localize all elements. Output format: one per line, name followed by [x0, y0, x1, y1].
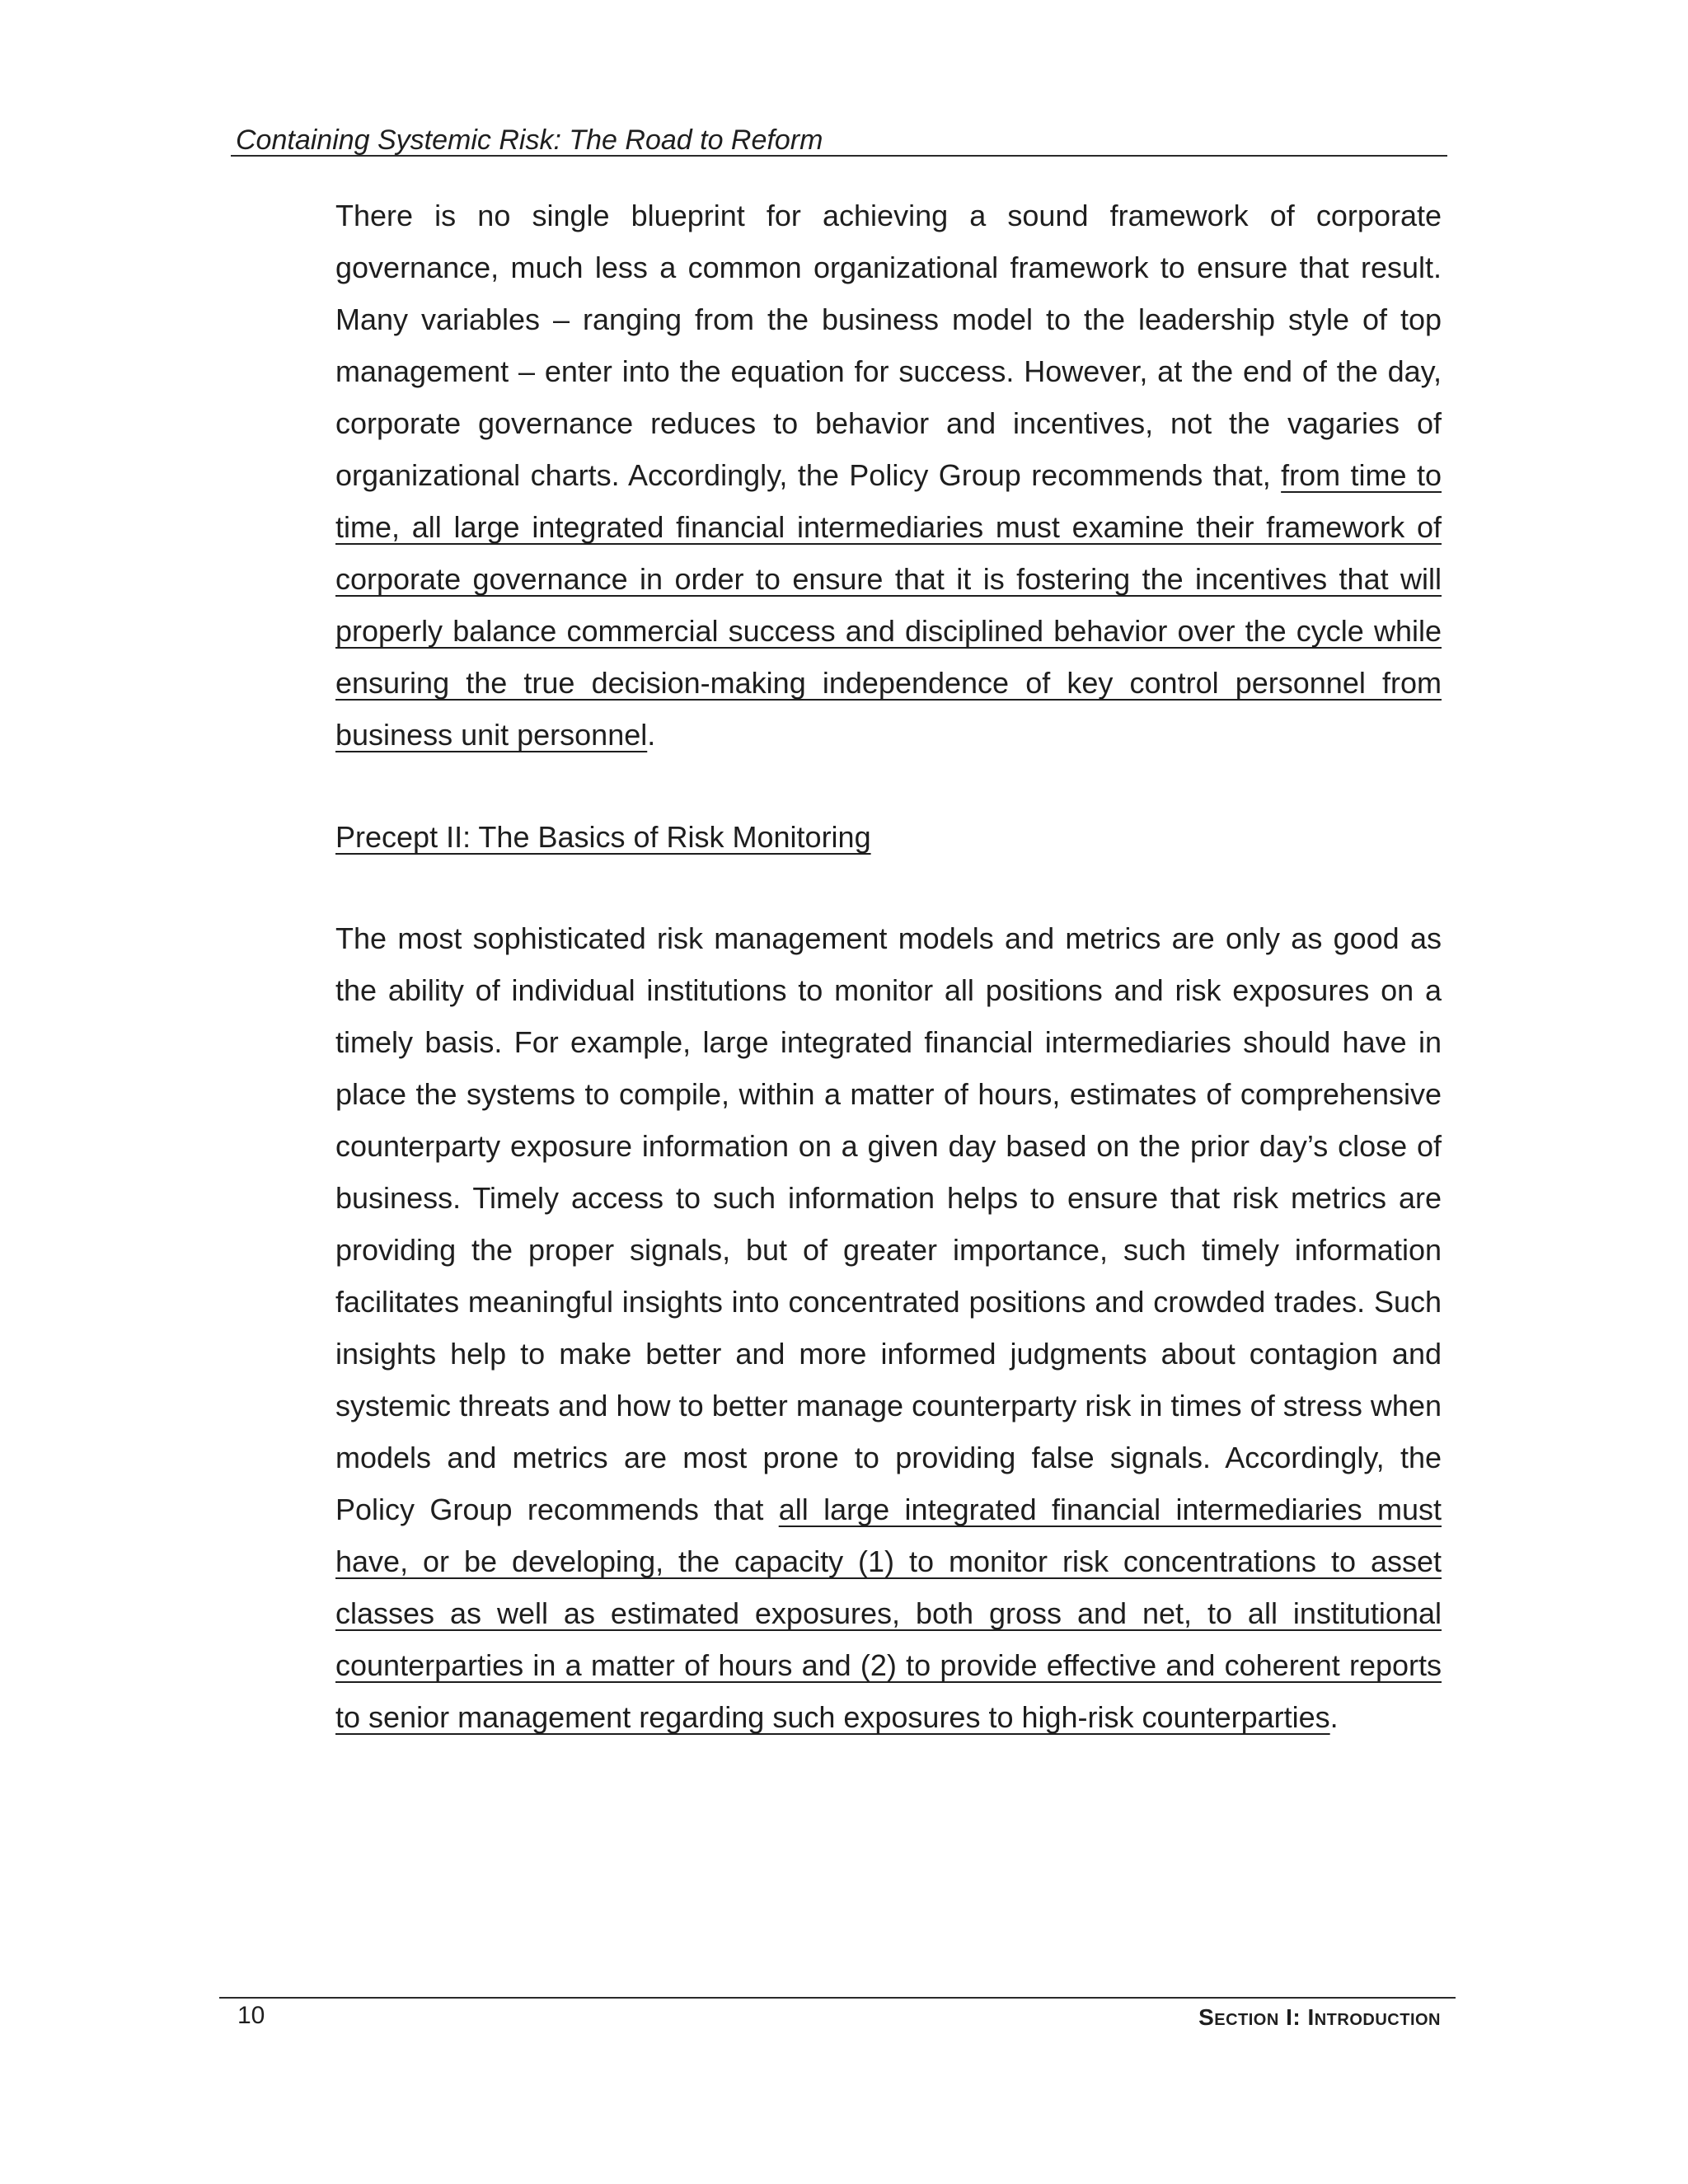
footer-rule	[219, 1997, 1456, 1999]
paragraph-end: .	[647, 718, 656, 752]
paragraph-lead: There is no single blueprint for achieving a sound framework of corporate governance, much less a common organizational framework to ensure that result. Many variables – ranging from the business model to the leadership style of top management – enter into the equation for success. However, at the end of the day, corporate governance reduces to behavior and incentives, not the vagaries of organizational charts. Accordingly, the Policy Group recommends that,	[335, 199, 1442, 492]
header-rule	[231, 155, 1447, 157]
precept-heading-text: Precept II: The Basics of Risk Monitoring	[335, 820, 871, 854]
section-label: Section I: Introduction	[1198, 2004, 1441, 2030]
paragraph-text	[335, 190, 1442, 761]
precept-heading	[335, 811, 1442, 863]
recommendation-underlined: all large integrated financial intermediaries must have, or be developing, the capacity (1) to monitor risk concentrations to asset classes as well as estimated exposures, both gross and net, to all institutional counterparties in a matter of hours and (2) to provide effective and coherent reports to senior management regarding such exposures to high-risk counterparties	[335, 1493, 1442, 1734]
recommendation-underlined: from time to time, all large integrated financial intermediaries must examine their framework of corporate governance in order to ensure that it is fostering the incentives that will properly balance commercial success and disciplined behavior over the cycle while ensuring the true decision-making independence of key control personnel from business unit personnel	[335, 458, 1442, 752]
paragraph-risk-monitoring	[335, 912, 1442, 1743]
paragraph-governance	[335, 190, 1442, 761]
paragraph-lead: The most sophisticated risk management models and metrics are only as good as the ability of individual institutions to monitor all positions and risk exposures on a timely basis. For example, large integrated financial intermediaries should have in place the systems to compile, within a matter of hours, estimates of comprehensive counterparty exposure information on a given day based on the prior day’s close of business. Timely access to such information helps to ensure that risk metrics are providing the proper signals, but of greater importance, such timely information facilitates meaningful insights into concentrated positions and crowded trades. Such insights help to make better and more informed judgments about contagion and systemic threats and how to better manage counterparty risk in times of stress when models and metrics are most prone to providing false signals. Accordingly, the Policy Group recommends that	[335, 921, 1442, 1526]
running-header: Containing Systemic Risk: The Road to Reform	[236, 124, 823, 156]
paragraph-end: .	[1329, 1700, 1339, 1734]
paragraph-text	[335, 912, 1442, 1743]
page-number: 10	[237, 2002, 265, 2029]
